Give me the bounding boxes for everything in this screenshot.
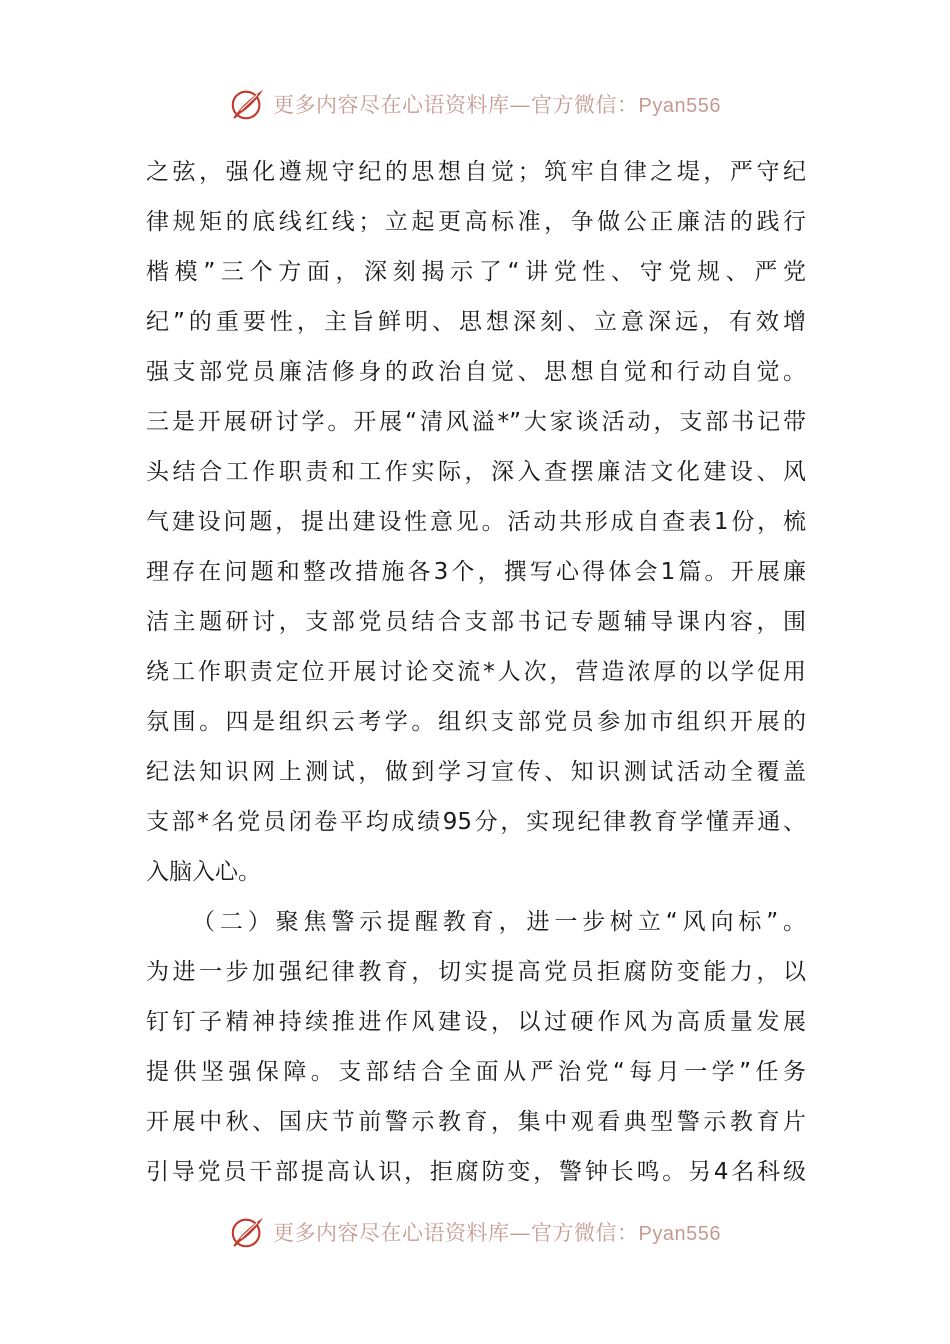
text-line: 氛围。四是组织云考学。组织支部党员参加市组织开展的: [146, 709, 806, 735]
text-line: 气建设问题，提出建设性意见。活动共形成自查表1份，梳: [146, 509, 806, 535]
text-line: 纪法知识网上测试，做到学习宣传、知识测试活动全覆盖: [146, 759, 806, 785]
wechat-id: Pyan556: [638, 1223, 721, 1245]
text-line: 头结合工作职责和工作实际，深入查摆廉洁文化建设、风: [146, 459, 806, 485]
text-line: 之弦，强化遵规守纪的思想自觉；筑牢自律之堤，严守纪: [146, 159, 806, 185]
wechat-id: Pyan556: [638, 95, 721, 117]
section-heading: （二）聚焦警示提醒教育，进一步树立“风向标”。: [192, 909, 806, 935]
text-line: 理存在问题和整改措施各3个，撰写心得体会1篇。开展廉: [146, 559, 806, 585]
text-line: 洁主题研讨，支部党员结合支部书记专题辅导课内容，围: [146, 609, 806, 635]
text-line: 入脑入心。: [146, 859, 261, 885]
text-line: 支部*名党员闭卷平均成绩95分，实现纪律教育学懂弄通、: [146, 809, 806, 835]
text-line: 强支部党员廉洁修身的政治自觉、思想自觉和行动自觉。: [146, 359, 806, 385]
text-line: 三是开展研讨学。开展“清风溢*”大家谈活动，支部书记带: [146, 409, 806, 435]
body-text: [146, 147, 806, 1197]
text-line: 绕工作职责定位开展讨论交流*人次，营造浓厚的以学促用: [146, 659, 806, 685]
text-line: 开展中秋、国庆节前警示教育，集中观看典型警示教育片: [146, 1109, 806, 1135]
text-line: 为进一步加强纪律教育，切实提高党员拒腐防变能力，以: [146, 959, 806, 985]
text-line: 律规矩的底线红线；立起更高标准，争做公正廉洁的践行: [146, 209, 806, 235]
quill-circle-logo-icon: [229, 85, 267, 123]
watermark-text: 更多内容尽在心语资料库—官方微信：Pyan556: [273, 1221, 721, 1245]
watermark-text: 更多内容尽在心语资料库—官方微信：Pyan556: [273, 93, 721, 117]
footer-watermark: [0, 1212, 950, 1252]
text-line: 纪”的重要性，主旨鲜明、思想深刻、立意深远，有效增: [146, 309, 806, 335]
text-line: 提供坚强保障。支部结合全面从严治党“每月一学”任务: [146, 1059, 806, 1085]
quill-circle-logo-icon: [229, 1213, 267, 1251]
text-line: 引导党员干部提高认识，拒腐防变，警钟长鸣。另4名科级: [146, 1159, 806, 1185]
text-line: 钉钉子精神持续推进作风建设，以过硬作风为高质量发展: [146, 1009, 806, 1035]
text-line: 楷模”三个方面，深刻揭示了“讲党性、守党规、严党: [146, 259, 806, 285]
header-watermark: [0, 84, 950, 124]
